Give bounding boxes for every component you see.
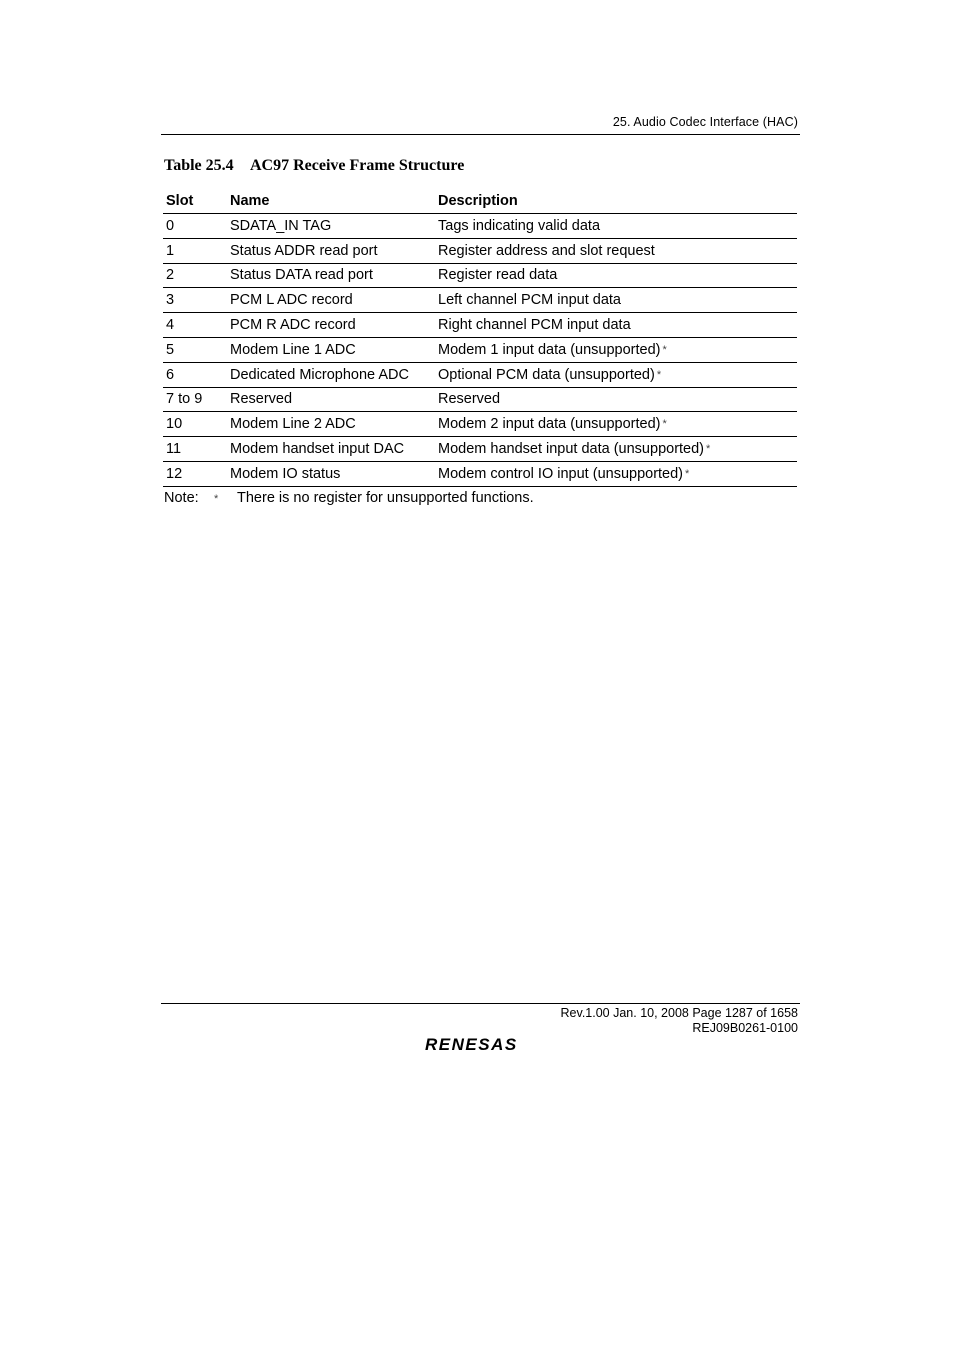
cell-slot: 0 bbox=[163, 214, 227, 239]
table-row bbox=[163, 288, 797, 313]
column-header-name: Name bbox=[227, 188, 435, 214]
table-row bbox=[163, 313, 797, 338]
cell-description bbox=[435, 337, 797, 362]
table-caption-number: Table 25.4 bbox=[164, 157, 234, 174]
table-row bbox=[163, 263, 797, 288]
cell-description bbox=[435, 461, 797, 486]
description-text: Tags indicating valid data bbox=[438, 217, 601, 234]
note-text: There is no register for unsupported functions. bbox=[237, 490, 534, 506]
document-number: REJ09B0261-0100 bbox=[692, 1021, 798, 1035]
note-asterisk: * bbox=[214, 493, 219, 505]
table-row bbox=[163, 238, 797, 263]
table-caption-title: AC97 Receive Frame Structure bbox=[250, 157, 465, 174]
cell-description bbox=[435, 437, 797, 462]
note-reference-asterisk: * bbox=[662, 343, 667, 356]
description-text: Register read data bbox=[438, 267, 558, 284]
note-reference-asterisk: * bbox=[685, 467, 690, 480]
table-row bbox=[163, 461, 797, 486]
page-footer bbox=[161, 1003, 800, 1035]
cell-description bbox=[435, 387, 797, 412]
cell-slot: 11 bbox=[163, 437, 227, 462]
description-text: Modem handset input data (unsupported) bbox=[438, 441, 705, 458]
description-text: Left channel PCM input data bbox=[438, 292, 621, 309]
table-row bbox=[163, 214, 797, 239]
table-row bbox=[163, 412, 797, 437]
column-header-slot: Slot bbox=[163, 188, 227, 214]
table-row bbox=[163, 387, 797, 412]
revision-info: Rev.1.00 Jan. 10, 2008 Page 1287 of 1658 bbox=[560, 1006, 798, 1020]
table-row bbox=[163, 437, 797, 462]
cell-name: SDATA_IN TAG bbox=[227, 214, 435, 239]
note-reference-asterisk: * bbox=[662, 418, 667, 431]
description-text: Modem control IO input (unsupported) bbox=[438, 465, 684, 482]
cell-slot: 6 bbox=[163, 362, 227, 387]
table-body bbox=[163, 214, 797, 487]
renesas-logo bbox=[422, 1033, 542, 1055]
cell-description bbox=[435, 288, 797, 313]
cell-description bbox=[435, 412, 797, 437]
table-header-row bbox=[163, 188, 797, 214]
description-text: Optional PCM data (unsupported) bbox=[438, 366, 655, 383]
note-label: Note: bbox=[164, 490, 199, 506]
cell-name: Modem Line 2 ADC bbox=[227, 412, 435, 437]
cell-name: Reserved bbox=[227, 387, 435, 412]
cell-name: Modem IO status bbox=[227, 461, 435, 486]
description-text: Modem 1 input data (unsupported) bbox=[438, 341, 661, 358]
cell-name: Dedicated Microphone ADC bbox=[227, 362, 435, 387]
cell-slot: 7 to 9 bbox=[163, 387, 227, 412]
receive-frame-table bbox=[163, 188, 797, 487]
cell-name: PCM L ADC record bbox=[227, 288, 435, 313]
column-header-description: Description bbox=[435, 188, 797, 214]
description-text: Reserved bbox=[438, 391, 501, 408]
cell-slot: 2 bbox=[163, 263, 227, 288]
page-header bbox=[161, 114, 800, 135]
description-text: Modem 2 input data (unsupported) bbox=[438, 416, 661, 433]
cell-name: Modem handset input DAC bbox=[227, 437, 435, 462]
cell-slot: 10 bbox=[163, 412, 227, 437]
table-note bbox=[164, 490, 534, 506]
description-text: Register address and slot request bbox=[438, 242, 655, 259]
cell-description bbox=[435, 313, 797, 338]
cell-slot: 5 bbox=[163, 337, 227, 362]
table-row bbox=[163, 362, 797, 387]
table-row bbox=[163, 337, 797, 362]
cell-name: Status DATA read port bbox=[227, 263, 435, 288]
renesas-logo-text: RENESAS bbox=[425, 1035, 518, 1054]
table-caption bbox=[164, 157, 464, 175]
cell-slot: 12 bbox=[163, 461, 227, 486]
cell-description bbox=[435, 214, 797, 239]
cell-description bbox=[435, 263, 797, 288]
cell-slot: 4 bbox=[163, 313, 227, 338]
note-reference-asterisk: * bbox=[706, 443, 711, 456]
cell-name: Status ADDR read port bbox=[227, 238, 435, 263]
section-title: 25. Audio Codec Interface (HAC) bbox=[612, 115, 798, 129]
cell-slot: 1 bbox=[163, 238, 227, 263]
note-reference-asterisk: * bbox=[656, 368, 662, 381]
cell-description bbox=[435, 238, 797, 263]
description-text: Right channel PCM input data bbox=[438, 317, 631, 334]
cell-slot: 3 bbox=[163, 288, 227, 313]
cell-name: PCM R ADC record bbox=[227, 313, 435, 338]
cell-name: Modem Line 1 ADC bbox=[227, 337, 435, 362]
cell-description bbox=[435, 362, 797, 387]
